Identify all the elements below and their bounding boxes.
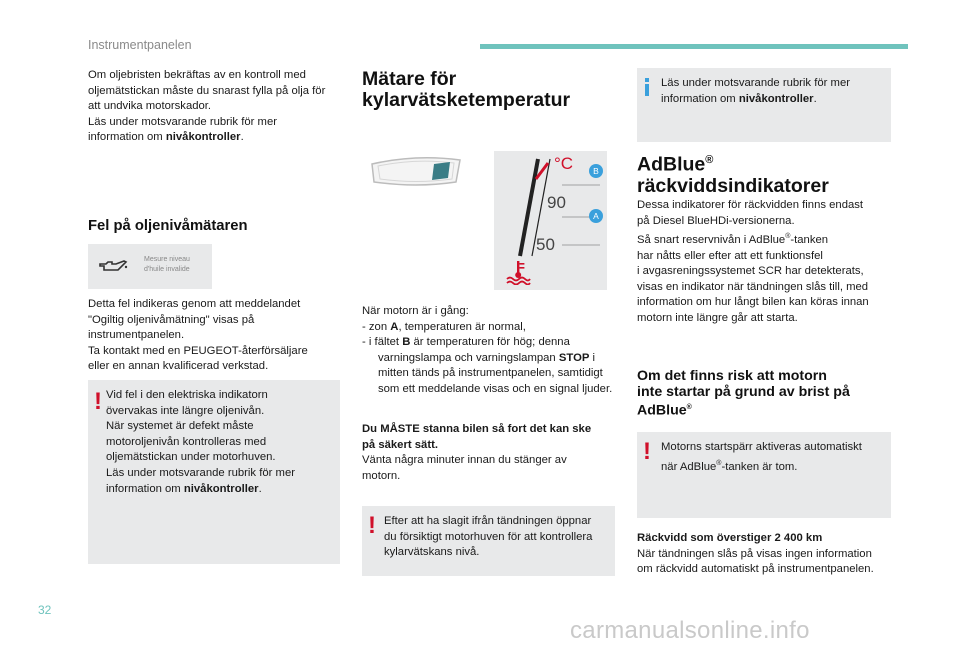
oil-fault-body xyxy=(88,297,343,375)
text-line: Läs under motsvarande rubrik för mer xyxy=(661,77,850,89)
adblue-heading: AdBlue® räckviddsindikatorer xyxy=(637,153,829,197)
text-line: Så snart reservnivån i AdBlue®-tanken xyxy=(637,233,829,246)
instrument-panel-thumbnail xyxy=(366,152,466,190)
zone-a-marker: A xyxy=(589,209,603,223)
header-accent-bar xyxy=(480,44,908,49)
coolant-running-text xyxy=(362,304,618,398)
coolant-temperature-warning-icon xyxy=(505,259,531,285)
text-line: har nåtts eller efter att ett funktionsfel xyxy=(637,249,823,262)
text-line: Ta kontakt med en PEUGEOT-återförsäljare xyxy=(88,344,308,357)
adblue-warning-box xyxy=(637,432,891,518)
zone-b-marker: B xyxy=(589,164,603,178)
text-line: När motorn är i gång: xyxy=(362,305,469,317)
info-box xyxy=(637,68,891,142)
coolant-warning-box xyxy=(362,506,615,576)
text-line: När systemet är defekt måste xyxy=(106,420,254,433)
text-line: kylarvätskans nivå. xyxy=(384,546,480,559)
text-line: Läs under motsvarande rubrik för mer xyxy=(88,115,277,128)
text-line: information om nivåkontroller. xyxy=(88,131,244,144)
text-line: eller en annan kvalificerad verkstad. xyxy=(88,360,269,373)
section-title: Instrumentpanelen xyxy=(88,38,192,52)
text-line: på Diesel BlueHDi-versionerna. xyxy=(637,214,795,227)
warning-icon: ! xyxy=(643,438,651,465)
text-line: att undvika motorskador. xyxy=(88,100,212,113)
zone-a-item: - zon A, temperaturen är normal, xyxy=(362,320,526,333)
oil-fault-display-image xyxy=(88,244,212,289)
oil-intro xyxy=(88,68,343,146)
text-line: motorn. xyxy=(362,469,401,482)
text-line: på säkert sätt. xyxy=(362,438,438,451)
text-line: information om nivåkontroller. xyxy=(106,482,262,495)
warning-icon: ! xyxy=(368,512,376,539)
text-line: när AdBlue®-tanken är tom. xyxy=(661,459,798,473)
text-line: Läs under motsvarande rubrik för mer xyxy=(106,466,295,479)
adblue-body xyxy=(637,198,897,327)
text-line: information om hur långt bilen kan köras innan xyxy=(637,296,869,309)
text-line: Efter att ha slagit ifrån tändningen öppnar xyxy=(384,515,592,527)
text-line: om räckvidd automatiskt på instrumentpanelen. xyxy=(637,563,874,576)
zone-b-item: - i fältet B är temperaturen för hög; denna varningslampa och varningslampan STOP i mitten tänds på instrumentpanelen, samtidigt som ett meddelande visas och en signal ljuder. xyxy=(362,336,613,395)
display-caption: Mesure niveau d'huile invalide xyxy=(144,256,190,273)
text-line: Motorns startspärr aktiveras automatiskt xyxy=(661,441,862,453)
range-heading: Räckvidd som överstiger 2 400 km xyxy=(637,532,823,544)
info-icon xyxy=(645,78,649,96)
coolant-heading: Mätare för kylarvätsketemperatur xyxy=(362,68,571,111)
text-line: Detta fel indikeras genom att meddelandet xyxy=(88,298,301,310)
warning-icon: ! xyxy=(94,388,102,415)
text-line: Om oljebristen bekräftas av en kontroll med xyxy=(88,69,306,81)
oil-can-icon xyxy=(98,258,128,274)
text-line: övervakas inte längre oljenivån. xyxy=(106,404,265,417)
text-line: När tändningen slås på visas ingen information xyxy=(637,547,872,560)
text-line: "Ogiltig oljenivåmätning" visas på xyxy=(88,313,255,326)
must-stop-text xyxy=(362,422,618,484)
celsius-unit: °C xyxy=(554,154,574,173)
gauge-label-90: 90 xyxy=(547,193,566,212)
text-line: Vänta några minuter innan du stänger av xyxy=(362,454,567,467)
adblue-risk-heading: Om det finns risk att motorn inte startar på grund av brist på AdBlue® xyxy=(637,368,850,419)
oil-warning-box xyxy=(88,380,340,564)
text-line: visas en indikator när tändningen slås till, med xyxy=(637,280,869,293)
gauge-label-50: 50 xyxy=(536,235,555,254)
coolant-gauge-image xyxy=(494,151,607,290)
text-line: instrumentpanelen. xyxy=(88,329,185,342)
text-line: Vid fel i den elektriska indikatorn xyxy=(106,389,268,401)
text-line: oljemätstickan måste du snarast fylla på olja för xyxy=(88,84,326,97)
oil-gauge-fault-heading: Fel på oljenivåmätaren xyxy=(88,218,248,234)
range-section xyxy=(637,531,897,578)
text-line: Du MÅSTE stanna bilen så fort det kan ske xyxy=(362,423,592,435)
text-line: oljemätstickan under motorhuven. xyxy=(106,451,276,464)
watermark: carmanualsonline.info xyxy=(570,617,810,644)
text-line: motorn inte längre går att starta. xyxy=(637,311,798,324)
page-number: 32 xyxy=(38,603,52,617)
text-line: information om nivåkontroller. xyxy=(661,92,817,105)
text-line: i avgasreningssystemet SCR har detekterats, xyxy=(637,265,864,278)
text-line: Dessa indikatorer för räckvidden finns endast xyxy=(637,199,864,211)
text-line: du försiktigt motorhuven för att kontrollera xyxy=(384,530,593,543)
text-line: motoroljenivån kontrolleras med xyxy=(106,435,267,448)
